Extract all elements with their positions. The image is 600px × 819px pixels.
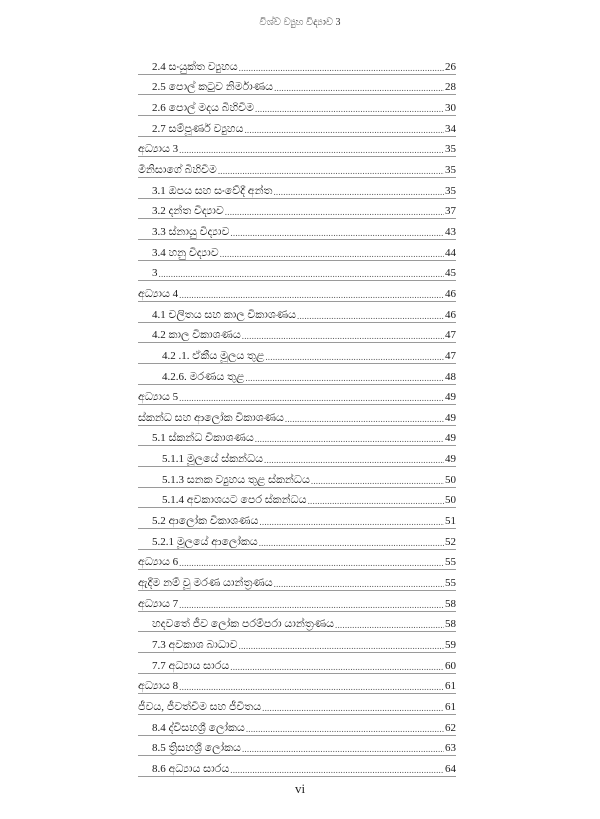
toc-entry-page: 59 — [445, 639, 456, 652]
dot-leader — [265, 352, 444, 362]
dot-leader — [179, 682, 444, 692]
dot-leader — [274, 579, 444, 589]
toc-entry[interactable] — [138, 756, 456, 777]
toc-entry-title: 8.6 අධ්‍යාය සාරය — [152, 762, 230, 775]
toc-entry[interactable] — [138, 302, 456, 323]
dot-leader — [179, 558, 444, 568]
toc-entry-title: 5.1.1 මූලයේ ස්කන්ධය — [162, 453, 264, 466]
toc-entry-title: 8.4 ද්විසහශ්‍රී ලෝකය — [152, 721, 245, 734]
toc-entry-page: 44 — [445, 246, 456, 259]
toc-entry[interactable] — [138, 54, 456, 75]
toc-entry[interactable] — [138, 612, 456, 633]
dot-leader — [285, 414, 444, 424]
toc-entry-title: අධ්‍යාය 6 — [138, 556, 179, 569]
toc-entry[interactable] — [138, 467, 456, 488]
toc-entry[interactable] — [138, 632, 456, 653]
toc-entry-title: 4.2 කාල විකාශණය — [152, 329, 241, 342]
dot-leader — [239, 641, 444, 651]
toc-entry-page: 35 — [445, 163, 456, 176]
toc-entry-page: 64 — [445, 762, 456, 775]
toc-entry-page: 49 — [445, 432, 456, 445]
toc-entry-title: 2.6 පොල් මදය බිහිවීම — [152, 101, 254, 114]
toc-entry-title: හදවතේ ජීව ලෝක පරම්පරා යාන්ත්‍රණය — [152, 618, 335, 631]
toc-entry[interactable] — [138, 736, 456, 757]
dot-leader — [244, 125, 444, 135]
toc-entry-page: 63 — [445, 742, 456, 755]
toc-entry-title: 3.3 ස්නායු විද්‍යාව — [152, 225, 230, 238]
toc-entry-title: 7.3 අවකාශ බාධාව — [152, 639, 238, 652]
toc-entry[interactable] — [138, 446, 456, 467]
toc-entry-title: 3.4 හනු විද්‍යාව — [152, 246, 219, 259]
dot-leader — [259, 538, 444, 548]
dot-leader — [225, 207, 444, 217]
toc-entry[interactable] — [138, 570, 456, 591]
toc-entry-title: අධ්‍යාය 3 — [138, 143, 179, 156]
toc-entry-page: 61 — [445, 680, 456, 693]
toc-entry-page: 45 — [445, 267, 456, 280]
toc-entry-page: 49 — [445, 453, 456, 466]
dot-leader — [246, 724, 444, 734]
dot-leader — [273, 187, 444, 197]
toc-entry-title: 2.7 සම්පූර්ණ ව්‍යුහය — [152, 122, 244, 135]
toc-entry-page: 35 — [445, 143, 456, 156]
toc-entry[interactable] — [138, 694, 456, 715]
toc-entry-title: මිනිසාගේ බිහිවීම — [138, 163, 217, 176]
dot-leader — [274, 83, 444, 93]
toc-entry-page: 58 — [445, 618, 456, 631]
toc-entry-page: 30 — [445, 101, 456, 114]
toc-entry-title: 3.1 ඔපය සහ සංවේදී අන්ත — [152, 184, 273, 197]
table-of-contents — [138, 54, 456, 777]
toc-entry-title: 3 — [152, 267, 158, 280]
toc-entry-page: 61 — [445, 701, 456, 713]
toc-entry-title: 5.2 ආලෝක විකාශණය — [152, 515, 259, 528]
dot-leader — [179, 145, 444, 155]
toc-entry-title: ස්කන්ධ සහ ආලෝක විකාශණය — [138, 411, 284, 424]
toc-entry-page: 28 — [445, 81, 456, 94]
toc-entry-page: 58 — [445, 597, 456, 610]
toc-entry[interactable] — [138, 529, 456, 550]
dot-leader — [159, 269, 445, 279]
toc-entry[interactable] — [138, 653, 456, 674]
toc-entry[interactable] — [138, 488, 456, 509]
dot-leader — [264, 455, 444, 465]
toc-entry-page: 46 — [445, 287, 456, 300]
toc-entry[interactable] — [138, 95, 456, 116]
dot-leader — [245, 373, 444, 383]
toc-entry[interactable] — [138, 116, 456, 137]
toc-entry-page: 47 — [445, 329, 456, 342]
toc-entry-page: 43 — [445, 225, 456, 238]
dot-leader — [335, 620, 444, 630]
toc-entry[interactable] — [138, 240, 456, 261]
dot-leader — [230, 765, 444, 775]
toc-entry-title: අධ්‍යාය 7 — [138, 597, 179, 610]
toc-entry[interactable] — [138, 364, 456, 385]
dot-leader — [218, 166, 444, 176]
toc-entry-page: 49 — [445, 411, 456, 424]
toc-entry-page: 46 — [445, 308, 456, 321]
dot-leader — [255, 434, 444, 444]
toc-entry-page: 34 — [445, 122, 456, 135]
page-number: vi — [294, 781, 306, 796]
toc-entry[interactable] — [138, 323, 456, 344]
toc-entry[interactable] — [138, 281, 456, 302]
toc-entry-title: 4.2.6. මරණය තුළ — [162, 370, 245, 383]
toc-entry-title: 4.2 .1. ඒකීය මූලය තුළ — [162, 349, 265, 362]
toc-entry-title: 2.4 සංයුක්ත ව්‍යුහය — [152, 60, 238, 73]
toc-entry-page: 49 — [445, 391, 456, 404]
toc-entry[interactable] — [138, 75, 456, 96]
toc-entry-title: ජීවය, ජීවත්වීම සහ ජීවිතය — [138, 701, 262, 713]
running-header: විශ්ව ව්‍යුහ විද්‍යාව 3 — [259, 17, 341, 28]
toc-entry-title: 5.1.4 අවකාශයට පෙර ස්කන්ධය — [162, 494, 307, 507]
toc-entry[interactable] — [138, 674, 456, 695]
dot-leader — [230, 662, 444, 672]
dot-leader — [259, 517, 444, 527]
toc-entry-title: 7.7 අධ්‍යාය සාරය — [152, 659, 230, 672]
toc-entry[interactable] — [138, 199, 456, 220]
toc-entry-title: 8.5 ත්‍රිසහශ්‍රී ලෝකය — [152, 742, 241, 755]
toc-entry-title: 4.1 චලිතය සහ කාල විකාශණය — [152, 308, 296, 321]
toc-entry-page: 50 — [445, 473, 456, 486]
toc-entry-page: 50 — [445, 494, 456, 507]
toc-entry[interactable] — [138, 157, 456, 178]
dot-leader — [239, 63, 444, 73]
toc-entry[interactable] — [138, 261, 456, 282]
dot-leader — [179, 600, 444, 610]
dot-leader — [242, 331, 444, 341]
toc-entry-title: 3.2 දන්ත විද්‍යාව — [152, 205, 224, 218]
toc-entry-page: 55 — [445, 556, 456, 569]
toc-entry[interactable] — [138, 385, 456, 406]
dot-leader — [179, 290, 444, 300]
dot-leader — [242, 744, 444, 754]
toc-entry[interactable] — [138, 137, 456, 158]
toc-entry[interactable] — [138, 591, 456, 612]
toc-entry[interactable] — [138, 508, 456, 529]
dot-leader — [220, 249, 444, 259]
toc-entry[interactable] — [138, 426, 456, 447]
toc-entry[interactable] — [138, 715, 456, 736]
toc-entry[interactable] — [138, 178, 456, 199]
toc-entry-page: 55 — [445, 577, 456, 590]
dot-leader — [179, 393, 444, 403]
toc-entry[interactable] — [138, 219, 456, 240]
dot-leader — [230, 228, 444, 238]
toc-entry-page: 26 — [445, 60, 456, 73]
toc-entry[interactable] — [138, 343, 456, 364]
toc-entry[interactable] — [138, 550, 456, 571]
dot-leader — [255, 104, 444, 114]
toc-entry-page: 47 — [445, 349, 456, 362]
dot-leader — [297, 311, 444, 321]
toc-entry-title: 5.1.3 සනක ව්‍යුහය තුළ ස්කන්ධය — [162, 473, 310, 486]
toc-entry-title: 5.2.1 මූලයේ ආලෝකය — [152, 535, 258, 548]
toc-entry-title: ඇදීම නම් වූ මරණ යාන්ත්‍රණය — [138, 577, 273, 590]
toc-entry-title: අධ්‍යාය 8 — [138, 680, 179, 693]
toc-entry-title: අධ්‍යාය 4 — [138, 287, 179, 300]
toc-entry[interactable] — [138, 405, 456, 426]
toc-entry-page: 48 — [445, 370, 456, 383]
toc-entry-title: 2.5 පොල් කටුව නිර්මාණය — [152, 81, 274, 94]
dot-leader — [262, 703, 444, 713]
toc-entry-page: 35 — [445, 184, 456, 197]
toc-entry-page: 52 — [445, 535, 456, 548]
dot-leader — [308, 496, 444, 506]
toc-entry-title: 5.1 ස්කන්ධ විකාශණය — [152, 432, 254, 445]
toc-entry-page: 37 — [445, 205, 456, 218]
toc-entry-page: 62 — [445, 721, 456, 734]
toc-entry-page: 60 — [445, 659, 456, 672]
dot-leader — [311, 476, 444, 486]
toc-entry-title: අධ්‍යාය 5 — [138, 391, 179, 404]
toc-entry-page: 51 — [445, 515, 456, 528]
